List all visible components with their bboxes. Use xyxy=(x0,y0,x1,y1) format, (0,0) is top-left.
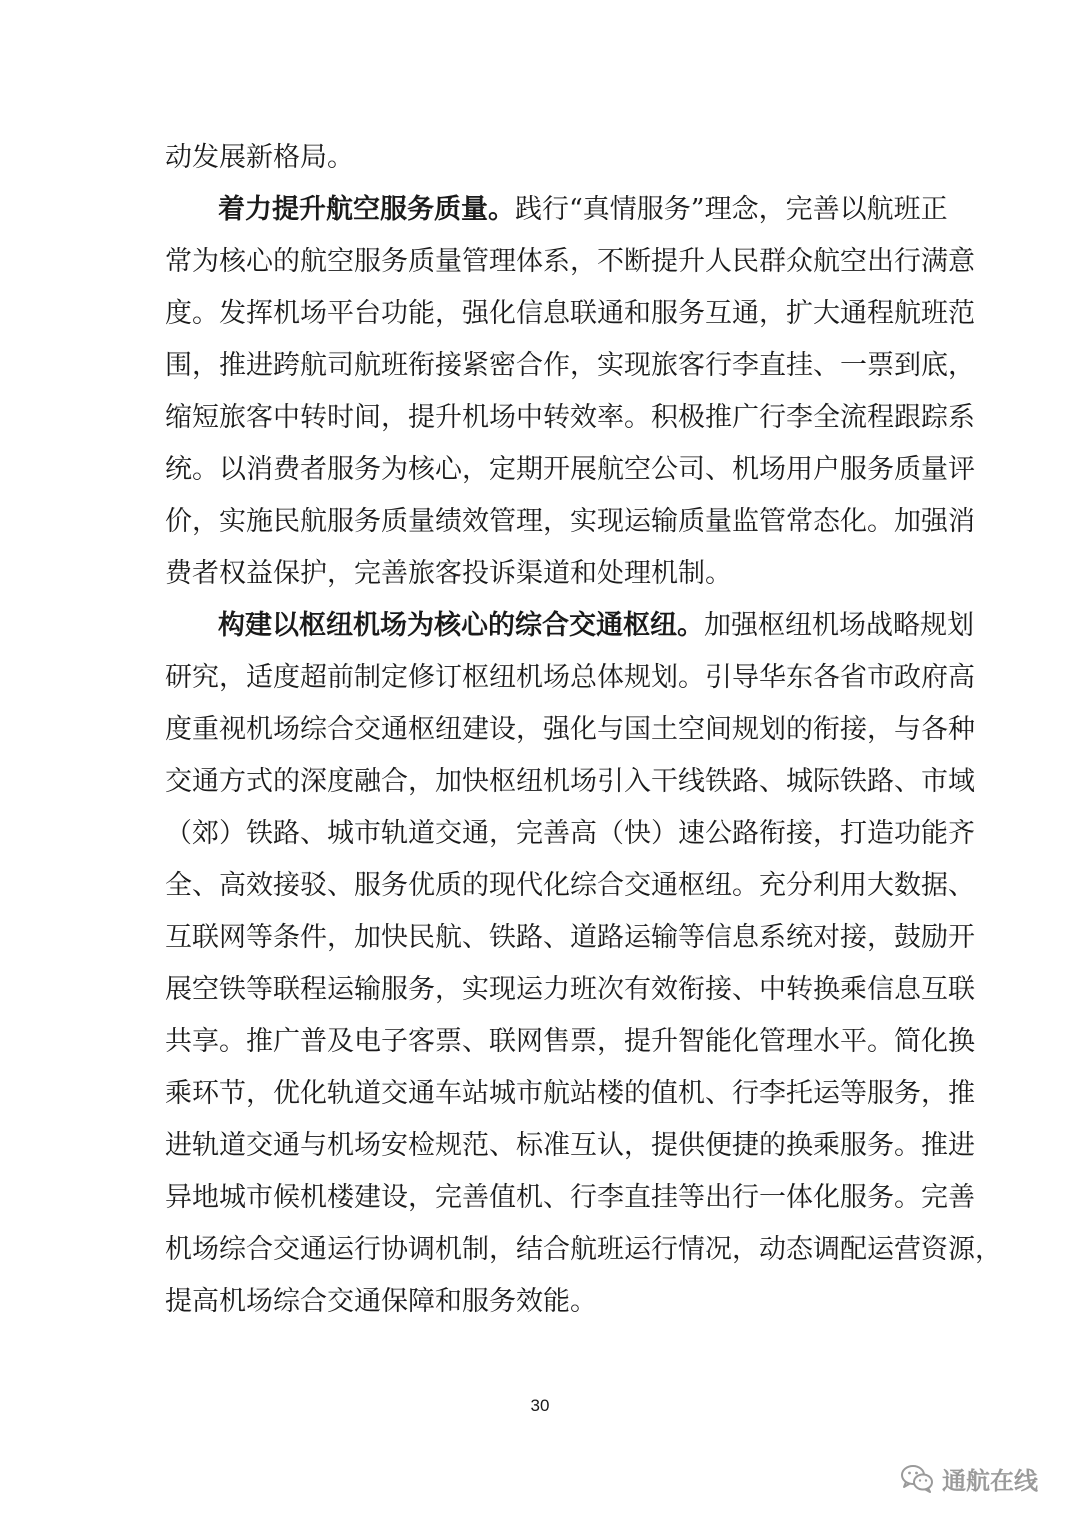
text-line: 统。以消费者服务为核心，定期开展航空公司、机场用户服务质量评 xyxy=(165,454,975,485)
text-line: 研究，适度超前制定修订枢纽机场总体规划。引导华东各省市政府高 xyxy=(165,662,975,693)
text-line: 展空铁等联程运输服务，实现运力班次有效衔接、中转换乘信息互联 xyxy=(165,974,975,1005)
paragraph-start-line: 构建以枢纽机场为核心的综合交通枢纽。加强枢纽机场战略规划 xyxy=(218,610,974,641)
text-line: 异地城市候机楼建设，完善值机、行李直挂等出行一体化服务。完善 xyxy=(165,1182,975,1213)
paragraph-heading: 构建以枢纽机场为核心的综合交通枢纽。 xyxy=(218,610,704,641)
text-line: 机场综合交通运行协调机制，结合航班运行情况，动态调配运营资源， xyxy=(165,1234,1002,1265)
text-line: 价，实施民航服务质量绩效管理，实现运输质量监管常态化。加强消 xyxy=(165,506,975,537)
text-line: （郊）铁路、城市轨道交通，完善高（快）速公路衔接，打造功能齐 xyxy=(165,818,975,849)
text-line: 进轨道交通与机场安检规范、标准互认，提供便捷的换乘服务。推进 xyxy=(165,1130,975,1161)
paragraph-start-line: 着力提升航空服务质量。践行“真情服务”理念，完善以航班正 xyxy=(218,194,948,225)
text-line: 全、高效接驳、服务优质的现代化综合交通枢纽。充分利用大数据、 xyxy=(165,870,975,901)
watermark-text: 通航在线 xyxy=(942,1466,1038,1495)
text-line: 共享。推广普及电子客票、联网售票，提升智能化管理水平。简化换 xyxy=(165,1026,975,1057)
text-line: 费者权益保护，完善旅客投诉渠道和处理机制。 xyxy=(165,558,732,589)
text-line: 常为核心的航空服务质量管理体系，不断提升人民群众航空出行满意 xyxy=(165,246,975,277)
page-number: 30 xyxy=(530,1396,550,1415)
text-line: 缩短旅客中转时间，提升机场中转效率。积极推广行李全流程跟踪系 xyxy=(165,402,975,433)
text-line: 交通方式的深度融合，加快枢纽机场引入干线铁路、城际铁路、市域 xyxy=(165,766,975,797)
text-line: 动发展新格局。 xyxy=(165,142,354,173)
wechat-icon xyxy=(900,1463,934,1493)
text-line: 围，推进跨航司航班衔接紧密合作，实现旅客行李直挂、一票到底， xyxy=(165,350,975,381)
paragraph-heading: 着力提升航空服务质量。 xyxy=(218,194,515,225)
text-line: 提高机场综合交通保障和服务效能。 xyxy=(165,1286,597,1317)
text-line: 度。发挥机场平台功能，强化信息联通和服务互通，扩大通程航班范 xyxy=(165,298,975,329)
text-line: 度重视机场综合交通枢纽建设，强化与国土空间规划的衔接，与各种 xyxy=(165,714,975,745)
text-line: 乘环节，优化轨道交通车站城市航站楼的值机、行李托运等服务，推 xyxy=(165,1078,975,1109)
text-line: 互联网等条件，加快民航、铁路、道路运输等信息系统对接，鼓励开 xyxy=(165,922,975,953)
watermark xyxy=(900,1458,1038,1498)
